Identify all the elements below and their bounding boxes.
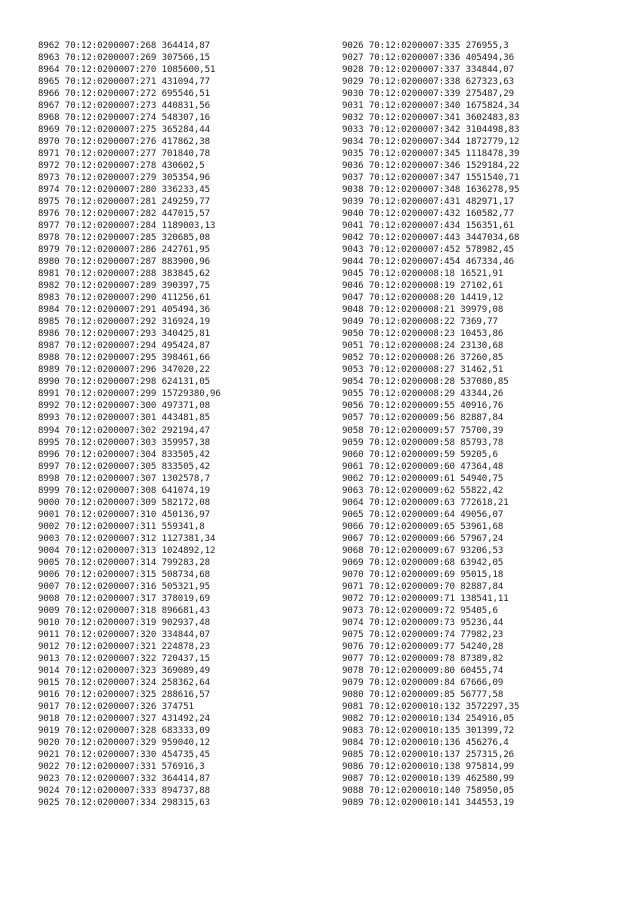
data-row: 9014 70:12:0200007:323 369089,49 xyxy=(38,665,210,676)
data-row: 8980 70:12:0200007:287 883900,96 xyxy=(38,257,210,268)
data-row: 8981 70:12:0200007:288 383845,62 xyxy=(38,269,210,280)
data-row: 9065 70:12:0200009:64 49056,07 xyxy=(342,509,504,520)
data-row: 9037 70:12:0200007:347 1551540,71 xyxy=(342,173,520,184)
data-row: 8970 70:12:0200007:276 417862,38 xyxy=(38,137,210,148)
data-row: 8975 70:12:0200007:281 249259,77 xyxy=(38,197,210,208)
data-row: 9071 70:12:0200009:70 82887,84 xyxy=(342,581,504,592)
data-row: 9081 70:12:0200010:132 3572297,35 xyxy=(342,701,520,712)
data-row: 9016 70:12:0200007:325 288616,57 xyxy=(38,689,210,700)
data-row: 8979 70:12:0200007:286 242761,95 xyxy=(38,245,210,256)
data-row: 9043 70:12:0200007:452 578982,45 xyxy=(342,245,514,256)
data-row: 8965 70:12:0200007:271 431094,77 xyxy=(38,77,210,88)
data-row: 8963 70:12:0200007:269 307566,15 xyxy=(38,53,210,64)
data-row: 9023 70:12:0200007:332 364414,87 xyxy=(38,773,210,784)
data-row: 9057 70:12:0200009:56 82887,84 xyxy=(342,413,504,424)
data-row: 9030 70:12:0200007:339 275487,29 xyxy=(342,89,514,100)
data-row: 9025 70:12:0200007:334 298315,63 xyxy=(38,797,210,808)
data-row: 9063 70:12:0200009:62 55822,42 xyxy=(342,485,504,496)
data-row: 9013 70:12:0200007:322 720437,15 xyxy=(38,653,210,664)
data-row: 9058 70:12:0200009:57 75700,39 xyxy=(342,425,504,436)
data-row: 9015 70:12:0200007:324 258362,64 xyxy=(38,677,210,688)
data-row: 9033 70:12:0200007:342 3104498,83 xyxy=(342,125,520,136)
data-row: 8992 70:12:0200007:300 497371,08 xyxy=(38,401,210,412)
data-row: 8982 70:12:0200007:289 390397,75 xyxy=(38,281,210,292)
data-row: 9074 70:12:0200009:73 95236,44 xyxy=(342,617,504,628)
data-row: 9032 70:12:0200007:341 3602483,83 xyxy=(342,113,520,124)
data-row: 9061 70:12:0200009:60 47364,48 xyxy=(342,461,504,472)
data-row: 9022 70:12:0200007:331 576916,3 xyxy=(38,761,205,772)
data-row: 9029 70:12:0200007:338 627323,63 xyxy=(342,77,514,88)
data-row: 9050 70:12:0200008:23 10453,86 xyxy=(342,329,504,340)
data-row: 9006 70:12:0200007:315 508734,68 xyxy=(38,569,210,580)
data-row: 9083 70:12:0200010:135 301399,72 xyxy=(342,725,514,736)
data-row: 8976 70:12:0200007:282 447015,57 xyxy=(38,209,210,220)
data-row: 8990 70:12:0200007:298 624131,05 xyxy=(38,377,210,388)
data-row: 9018 70:12:0200007:327 431492,24 xyxy=(38,713,210,724)
data-row: 8966 70:12:0200007:272 695546,51 xyxy=(38,89,210,100)
data-row: 9024 70:12:0200007:333 894737,88 xyxy=(38,785,210,796)
data-row: 9067 70:12:0200009:66 57967,24 xyxy=(342,533,504,544)
data-row: 9012 70:12:0200007:321 224878,23 xyxy=(38,641,210,652)
data-row: 9068 70:12:0200009:67 93206,53 xyxy=(342,545,504,556)
data-row: 9046 70:12:0200008:19 27102,61 xyxy=(342,281,504,292)
data-row: 8972 70:12:0200007:278 430602,5 xyxy=(38,161,205,172)
data-row: 8971 70:12:0200007:277 701840,78 xyxy=(38,149,210,160)
data-row: 9054 70:12:0200008:28 537080,85 xyxy=(342,377,509,388)
data-row: 9080 70:12:0200009:85 56777,58 xyxy=(342,689,504,700)
data-row: 9078 70:12:0200009:80 60455,74 xyxy=(342,665,504,676)
data-row: 8999 70:12:0200007:308 641074,19 xyxy=(38,485,210,496)
data-row: 8991 70:12:0200007:299 15729380,96 xyxy=(38,389,221,400)
data-row: 8994 70:12:0200007:302 292194,47 xyxy=(38,425,210,436)
data-row: 9041 70:12:0200007:434 156351,61 xyxy=(342,221,514,232)
data-row: 9045 70:12:0200008:18 16521,91 xyxy=(342,269,504,280)
data-row: 8985 70:12:0200007:292 316924,19 xyxy=(38,317,210,328)
data-row: 8978 70:12:0200007:285 320685,08 xyxy=(38,233,210,244)
data-row: 9052 70:12:0200008:26 37260,85 xyxy=(342,353,504,364)
data-row: 8998 70:12:0200007:307 1302578,7 xyxy=(38,473,210,484)
data-row: 9087 70:12:0200010:139 462580,99 xyxy=(342,773,514,784)
data-row: 8986 70:12:0200007:293 340425,81 xyxy=(38,329,210,340)
data-row: 9086 70:12:0200010:138 975814,99 xyxy=(342,761,514,772)
data-row: 9051 70:12:0200008:24 23130,68 xyxy=(342,341,504,352)
data-row: 9076 70:12:0200009:77 54240,28 xyxy=(342,641,504,652)
data-row: 8997 70:12:0200007:305 833505,42 xyxy=(38,461,210,472)
data-row: 9069 70:12:0200009:68 63942,05 xyxy=(342,557,504,568)
data-row: 9088 70:12:0200010:140 758950,05 xyxy=(342,785,514,796)
data-row: 9017 70:12:0200007:326 374751 xyxy=(38,701,194,712)
data-row: 9010 70:12:0200007:319 902937,48 xyxy=(38,617,210,628)
right-column xyxy=(342,40,519,809)
data-row: 9084 70:12:0200010:136 456276,4 xyxy=(342,737,509,748)
data-row: 8993 70:12:0200007:301 443481,85 xyxy=(38,413,210,424)
data-row: 9070 70:12:0200009:69 95015,18 xyxy=(342,569,504,580)
data-row: 9026 70:12:0200007:335 276955,3 xyxy=(342,41,509,51)
data-row: 9079 70:12:0200009:84 67666,09 xyxy=(342,677,504,688)
data-row: 9073 70:12:0200009:72 95405,6 xyxy=(342,605,498,616)
data-row: 9060 70:12:0200009:59 59205,6 xyxy=(342,449,498,460)
data-row: 9020 70:12:0200007:329 959040,12 xyxy=(38,737,210,748)
data-row: 9049 70:12:0200008:22 7369,77 xyxy=(342,317,498,328)
data-row: 9056 70:12:0200009:55 40916,76 xyxy=(342,401,504,412)
data-row: 9048 70:12:0200008:21 39979,08 xyxy=(342,305,504,316)
data-row: 9004 70:12:0200007:313 1024892,12 xyxy=(38,545,216,556)
data-row: 9047 70:12:0200008:20 14419,12 xyxy=(342,293,504,304)
data-row: 9034 70:12:0200007:344 1872779,12 xyxy=(342,137,520,148)
data-row: 9053 70:12:0200008:27 31462,51 xyxy=(342,365,504,376)
data-row: 9011 70:12:0200007:320 334844,07 xyxy=(38,629,210,640)
data-row: 9039 70:12:0200007:431 482971,17 xyxy=(342,197,514,208)
data-row: 9009 70:12:0200007:318 896681,43 xyxy=(38,605,210,616)
data-row: 9036 70:12:0200007:346 1529184,22 xyxy=(342,161,520,172)
data-row: 9064 70:12:0200009:63 772618,21 xyxy=(342,497,509,508)
data-row: 8987 70:12:0200007:294 495424,87 xyxy=(38,341,210,352)
data-row: 9008 70:12:0200007:317 378019,69 xyxy=(38,593,210,604)
data-row: 9072 70:12:0200009:71 138541,11 xyxy=(342,593,509,604)
data-row: 9040 70:12:0200007:432 160582,77 xyxy=(342,209,514,220)
data-row: 9044 70:12:0200007:454 467334,46 xyxy=(342,257,514,268)
data-row: 8983 70:12:0200007:290 411256,61 xyxy=(38,293,210,304)
data-row: 8984 70:12:0200007:291 405494,36 xyxy=(38,305,210,316)
data-row: 9062 70:12:0200009:61 54940,75 xyxy=(342,473,504,484)
data-row: 9059 70:12:0200009:58 85793,78 xyxy=(342,437,504,448)
data-row: 8995 70:12:0200007:303 359957,38 xyxy=(38,437,210,448)
data-row: 9002 70:12:0200007:311 559341,8 xyxy=(38,521,205,532)
data-row: 9027 70:12:0200007:336 405494,36 xyxy=(342,53,514,64)
data-row: 8977 70:12:0200007:284 1189003,13 xyxy=(38,221,216,232)
data-row: 9042 70:12:0200007:443 3447034,68 xyxy=(342,233,520,244)
data-row: 8973 70:12:0200007:279 305354,96 xyxy=(38,173,210,184)
data-row: 8964 70:12:0200007:270 1085600,51 xyxy=(38,65,216,76)
data-row: 8969 70:12:0200007:275 365284,44 xyxy=(38,125,210,136)
data-row: 9075 70:12:0200009:74 77982,23 xyxy=(342,629,504,640)
data-row: 8968 70:12:0200007:274 548307,16 xyxy=(38,113,210,124)
data-row: 9035 70:12:0200007:345 1118478,39 xyxy=(342,149,520,160)
data-row: 9031 70:12:0200007:340 1675824,34 xyxy=(342,101,520,112)
data-row: 9055 70:12:0200008:29 43344,26 xyxy=(342,389,504,400)
left-column xyxy=(38,40,221,809)
data-row: 8988 70:12:0200007:295 398461,66 xyxy=(38,353,210,364)
data-row: 9028 70:12:0200007:337 334844,07 xyxy=(342,65,514,76)
data-row: 9038 70:12:0200007:348 1636278,95 xyxy=(342,185,520,196)
data-row: 9021 70:12:0200007:330 454735,45 xyxy=(38,749,210,760)
data-row: 9019 70:12:0200007:328 683333,09 xyxy=(38,725,210,736)
data-row: 9066 70:12:0200009:65 53961,68 xyxy=(342,521,504,532)
data-row: 9003 70:12:0200007:312 1127381,34 xyxy=(38,533,216,544)
data-row: 8967 70:12:0200007:273 440831,56 xyxy=(38,101,210,112)
data-row: 8974 70:12:0200007:280 336233,45 xyxy=(38,185,210,196)
data-row: 9007 70:12:0200007:316 505321,95 xyxy=(38,581,210,592)
data-row: 9089 70:12:0200010:141 344553,19 xyxy=(342,797,514,808)
data-row: 8989 70:12:0200007:296 347020,22 xyxy=(38,365,210,376)
data-row: 8996 70:12:0200007:304 833505,42 xyxy=(38,449,210,460)
data-row: 9077 70:12:0200009:78 87389,82 xyxy=(342,653,504,664)
data-row: 9000 70:12:0200007:309 582172,08 xyxy=(38,497,210,508)
data-row: 9005 70:12:0200007:314 799283,28 xyxy=(38,557,210,568)
data-row: 9085 70:12:0200010:137 257315,26 xyxy=(342,749,514,760)
data-row: 8962 70:12:0200007:268 364414,87 xyxy=(38,41,210,51)
data-row: 9082 70:12:0200010:134 254916,05 xyxy=(342,713,514,724)
data-row: 9001 70:12:0200007:310 450136,97 xyxy=(38,509,210,520)
